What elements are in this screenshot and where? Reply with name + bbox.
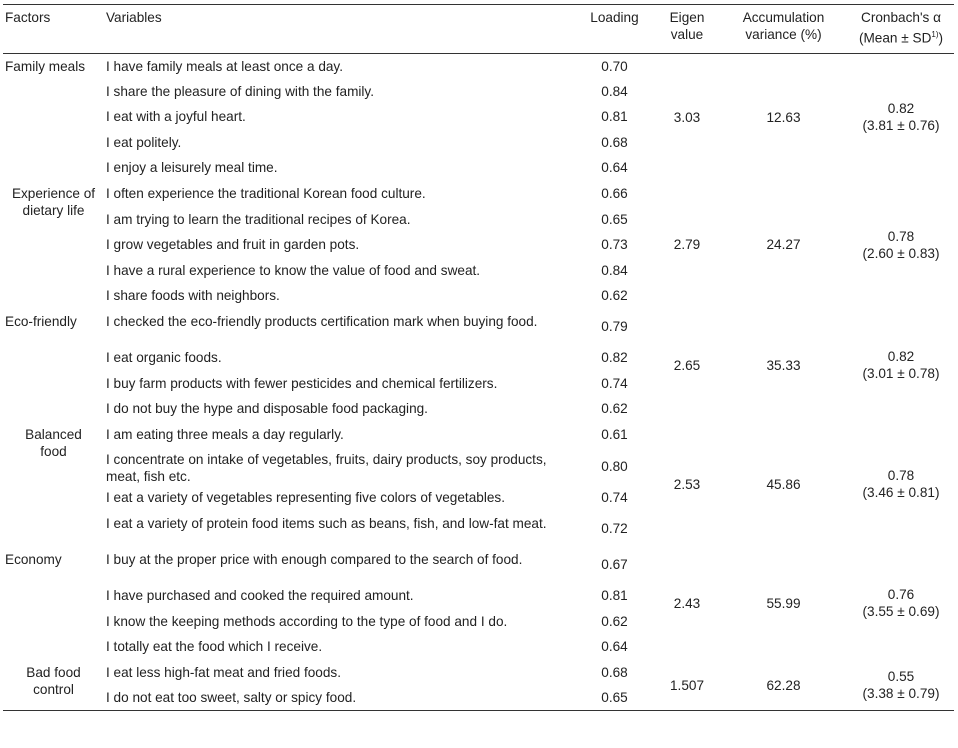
loading-cell: 0.74 (601, 375, 628, 391)
eigen-value-cell: 2.65 (673, 357, 701, 373)
variable-cell: I eat a variety of vegetables representing five colors of vegetables. (106, 490, 505, 506)
table-row (3, 181, 954, 207)
header-eigen-line2: value (670, 27, 704, 42)
loading-cell: 0.64 (601, 160, 628, 176)
factor-label-line2: food (40, 443, 67, 459)
mean-sd-value: (3.01 ± 0.78) (862, 366, 940, 382)
loading-cell: 0.61 (601, 426, 628, 442)
alpha-value: 0.76 (887, 587, 915, 603)
factor-analysis-table (3, 4, 954, 711)
accumulation-variance-cell: 62.28 (766, 677, 801, 693)
table-row (3, 547, 954, 583)
variable-cell: I eat organic foods. (106, 349, 222, 365)
header-cronbach-alpha (848, 5, 954, 54)
loading-cell: 0.82 (601, 349, 628, 365)
variable-cell: I totally eat the food which I receive. (106, 639, 323, 655)
alpha-value: 0.82 (887, 349, 915, 365)
eigen-value-cell: 2.79 (673, 237, 701, 253)
header-accum-line2: variance (%) (745, 27, 822, 42)
variable-cell: I am trying to learn the traditional recipes of Korea. (106, 211, 411, 227)
factor-label-line2: control (33, 681, 74, 697)
eigen-value-cell: 2.43 (673, 595, 701, 611)
variable-cell: I buy at the proper price with enough compared to the search of food. (106, 551, 523, 567)
mean-sd-value: (3.38 ± 0.79) (862, 686, 940, 702)
loading-cell: 0.81 (601, 587, 628, 603)
mean-sd-value: (3.81 ± 0.76) (862, 118, 940, 134)
alpha-value: 0.78 (887, 468, 915, 484)
cronbach-alpha-cell (848, 660, 954, 711)
table-row (3, 53, 954, 79)
factor-cell (3, 547, 104, 660)
loading-cell: 0.74 (601, 490, 628, 506)
loading-cell: 0.84 (601, 262, 628, 278)
loading-cell: 0.80 (601, 458, 628, 474)
variable-cell: I often experience the traditional Korean food culture. (106, 186, 426, 201)
variable-cell: I have family meals at least once a day. (106, 58, 344, 74)
factor-cell (3, 422, 104, 547)
variable-cell: I do not eat too sweet, salty or spicy food. (106, 690, 357, 706)
factor-cell (3, 53, 104, 181)
header-eigen-value (655, 5, 719, 54)
loading-cell: 0.66 (601, 186, 628, 201)
factor-label: Balanced (25, 426, 82, 442)
eigen-value-cell: 3.03 (673, 109, 701, 125)
loading-cell: 0.73 (601, 237, 628, 253)
variable-cell: I share foods with neighbors. (106, 288, 280, 304)
alpha-value: 0.78 (887, 228, 915, 244)
eigen-value-cell: 2.53 (673, 476, 701, 492)
variable-cell: I enjoy a leisurely meal time. (106, 160, 278, 176)
variable-cell: I checked the eco-friendly products certification mark when buying food. (106, 313, 538, 329)
table-row (3, 660, 954, 686)
alpha-value: 0.82 (887, 101, 915, 117)
variable-cell: I concentrate on intake of vegetables, fruits, dairy products, soy products, meat, fish etc. (106, 452, 547, 485)
loading-cell: 0.70 (601, 58, 628, 74)
loading-cell: 0.68 (601, 134, 628, 150)
variable-cell: I have purchased and cooked the required amount. (106, 587, 414, 603)
cronbach-alpha-cell (848, 422, 954, 547)
factor-label: Economy (5, 551, 62, 567)
accumulation-variance-cell: 24.27 (766, 237, 801, 253)
variable-cell: I share the pleasure of dining with the family. (106, 83, 374, 99)
variable-cell: I know the keeping methods according to the type of food and I do. (106, 613, 508, 629)
variable-cell: I eat less high-fat meat and fried foods. (106, 664, 342, 680)
factor-label: Eco-friendly (5, 313, 77, 329)
loading-cell: 0.81 (601, 109, 628, 125)
mean-sd-value: (3.46 ± 0.81) (862, 485, 940, 501)
loading-cell: 0.62 (601, 288, 628, 304)
loading-cell: 0.65 (601, 690, 628, 706)
table-body (3, 53, 954, 711)
cronbach-alpha-cell (848, 547, 954, 660)
mean-sd-value: (3.55 ± 0.69) (862, 604, 940, 620)
factor-cell (3, 660, 104, 711)
loading-cell: 0.65 (601, 211, 628, 227)
variable-cell: I have a rural experience to know the value of food and sweat. (106, 262, 481, 278)
loading-cell: 0.72 (601, 521, 628, 537)
loading-cell: 0.64 (601, 639, 628, 655)
variable-cell: I eat with a joyful heart. (106, 109, 246, 125)
variable-cell: I grow vegetables and fruit in garden pots. (106, 237, 360, 253)
footnote-marker: 1) (931, 30, 939, 39)
header-cron-line2a: (Mean ± SD (858, 30, 932, 46)
factor-label-line2: dietary life (22, 203, 85, 218)
variable-cell: I am eating three meals a day regularly. (106, 426, 344, 442)
header-variables: Variables (106, 10, 162, 25)
accumulation-variance-cell: 45.86 (766, 476, 801, 492)
variable-cell: I eat a variety of protein food items such as beans, fish, and low-fat meat. (106, 515, 547, 531)
alpha-value: 0.55 (887, 669, 915, 685)
table-row (3, 422, 954, 448)
header-accum-line1: Accumulation (742, 10, 825, 25)
header-cron-line1: Cronbach's α (861, 10, 941, 25)
mean-sd-value: (2.60 ± 0.83) (862, 245, 940, 261)
cronbach-alpha-cell (848, 309, 954, 422)
loading-cell: 0.79 (601, 319, 628, 335)
accumulation-variance-cell: 35.33 (766, 357, 801, 373)
variable-cell: I do not buy the hype and disposable food packaging. (106, 401, 428, 417)
loading-cell: 0.62 (601, 401, 628, 417)
table-header (3, 5, 954, 54)
header-eigen-line1: Eigen (669, 10, 705, 25)
header-loading: Loading (590, 10, 639, 25)
loading-cell: 0.84 (601, 83, 628, 99)
loading-cell: 0.67 (601, 557, 628, 573)
loading-cell: 0.68 (601, 664, 628, 680)
accumulation-variance-cell: 12.63 (766, 109, 801, 125)
factor-label: Experience of (11, 186, 96, 201)
cronbach-alpha-cell (848, 181, 954, 309)
variable-cell: I eat politely. (106, 134, 182, 150)
header-cron-line2b: ) (938, 30, 944, 46)
table-row (3, 309, 954, 345)
loading-cell: 0.62 (601, 613, 628, 629)
header-factors: Factors (5, 10, 51, 25)
cronbach-alpha-cell (848, 53, 954, 181)
factor-cell (3, 181, 104, 309)
factor-label: Family meals (5, 58, 86, 74)
factor-label: Bad food (26, 664, 81, 680)
eigen-value-cell: 1.507 (669, 677, 705, 693)
header-accumulation-variance (719, 5, 848, 54)
accumulation-variance-cell: 55.99 (766, 595, 801, 611)
factor-cell (3, 309, 104, 422)
variable-cell: I buy farm products with fewer pesticides and chemical fertilizers. (106, 375, 498, 391)
